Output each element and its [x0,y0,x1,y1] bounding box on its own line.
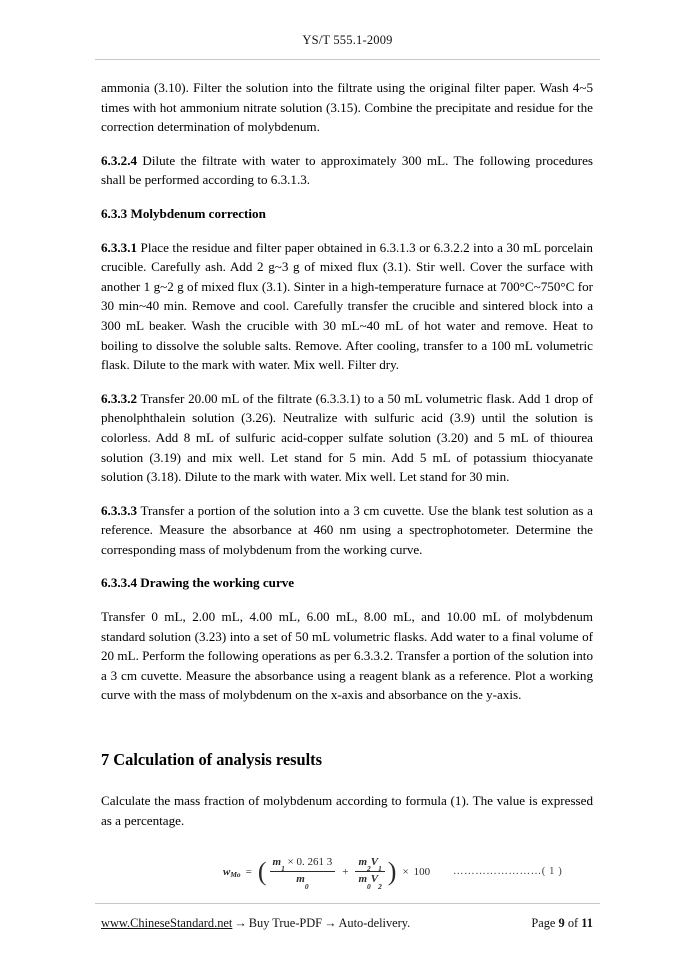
paragraph-text: Dilute the filtrate with water to approximately 300 mL. The following procedures shall be performed according to 6.3.1.3. [101,152,593,188]
fraction-2-denominator [355,872,384,891]
header-divider [95,59,600,60]
arrow-right-icon: → [234,916,247,930]
denominator-subscript-0: 0 [367,881,371,891]
page-number: 9 [558,916,565,930]
heading-spacer [101,771,593,791]
numerator-subscript-2: 2 [367,864,371,874]
denominator-variable-v2: V [370,873,379,886]
section-spacer [101,719,593,749]
paragraph-working-curve [101,607,593,705]
footer-delivery-text: Auto-delivery. [338,916,411,930]
equation-number: ……………………( 1 ) [453,866,563,878]
denominator-variable-m0: m [358,873,368,886]
numerator-constant: 0. 261 3 [296,856,333,869]
page-header [95,33,600,48]
standard-code: YS/T 555.1-2009 [302,33,393,47]
footer-promo [101,915,410,931]
clause-number: 6.3.3.2 [101,390,138,406]
paragraph-text: Transfer 0 mL, 2.00 mL, 4.00 mL, 6.00 mL, 8.00 mL, and 10.00 mL of molybdenum standard solution (3.23) into a set of 50 mL volumetric flasks. Add water to a final volume of 20 mL. Perform the following operations as per 6.3.3.2. Transfer a portion of the solution into a 3 cm cuvette. Measure the absorbance using a reagent blank as a reference. Plot a working curve with the mass of molybdenum on the x-axis and absorbance on the y-axis. [101,609,593,703]
footer-site-link[interactable]: www.ChineseStandard.net [101,916,233,930]
page-indicator [531,915,593,931]
formula-times-outer: × [402,865,409,878]
paragraph-text: Transfer 20.00 mL of the filtrate (6.3.3.1) to a 50 mL volumetric flask. Add 1 drop of phenolphthalein solution (3.26). Neutralize with sulfuric acid (3.9) until the solution is colorless. Add 8 mL of sulfuric acid-copper sulfate solution (3.20) and 5 mL of thiourea solution (3.19) and mix well. Let stand for 5 min. Add 5 mL of potassium thiocyanate solution (3.18). Dilute to the mark with water. Mix well. Let stand for 30 min. [101,390,593,485]
clause-number: 6.3.3.3 [101,502,138,518]
of-word: of [567,916,579,930]
total-pages: 11 [581,916,593,930]
denominator-subscript-v2: 2 [378,881,382,891]
paragraph-continued [101,78,593,137]
denominator-subscript-0: 0 [304,881,309,891]
clause-number: 6.3.3.1 [101,239,138,255]
heading-6-3-3: 6.3.3 Molybdenum correction [101,205,266,221]
arrow-right-icon-2: → [324,916,337,930]
formula-fraction-1 [270,856,336,891]
paragraph-6-3-3-2 [101,389,593,487]
formula-equals: = [245,865,252,878]
fraction-2-numerator [355,856,384,874]
numerator-variable-m2: m [358,856,368,869]
fraction-1-denominator [293,872,311,891]
page-footer [101,915,593,931]
footer-buy-text: Buy True-PDF [248,916,323,930]
formula-plus: + [342,865,349,878]
numerator-variable-m1: m [272,856,282,869]
paragraph-text: Place the residue and filter paper obtained in 6.3.1.3 or 6.3.2.2 into a 30 mL porcelain crucible. Carefully ash. Add 2 g~3 g of mixed flux (3.1). Stir well. Cover the surface with another 1 g~2 g of mixed flux (3.1). Sinter in a high-temperature furnace at 700°C~750°C for 30 min~40 min. Remove and cool. Carefully transfer the crucible and sintered block into a 300 mL beaker. Wash the crucible with 30 mL~40 mL of hot water and remove. Heat to boiling to dissolve the soluble salts. Remove. After cooling, transfer to a 100 mL volumetric flask. Dilute to the mark with water. Mix well. Filter dry. [101,239,593,373]
paragraph-6-3-2-4 [101,151,593,190]
formula-lhs-variable: w [223,865,231,878]
heading-section-7: 7 Calculation of analysis results [101,750,322,770]
paragraph-6-3-3-1 [101,238,593,375]
formula-1: w Mo = ( $\frac{m_1 \times 0. 261 3}{m_0}$ + $\frac{m_2V_1}{m_0V_2}$ ) × 100 [223,856,431,891]
formula-lhs-subscript: Mo [230,870,241,880]
paragraph-text: Calculate the mass fraction of molybdenum according to formula (1). The value is expressed as a percentage. [101,793,593,828]
paragraph-6-3-3-3 [101,501,593,560]
formula-row [101,854,593,896]
numerator-subscript-1: 1 [281,864,285,874]
clause-number: 6.3.2.4 [101,152,138,168]
page-word: Page [531,916,556,930]
numerator-times: × [287,856,294,869]
footer-divider [95,903,600,904]
paragraph-text: Transfer a portion of the solution into a 3 cm cuvette. Use the blank test solution as a reference. Measure the absorbance at 460 nm using a spectrophotometer. Determine the corresponding mass of molybdenum from the working curve. [101,502,593,557]
fraction-1-numerator [270,856,336,874]
denominator-variable-m0: m [296,873,305,886]
formula-hundred: 100 [413,865,431,878]
heading-6-3-3-4: 6.3.3.4 Drawing the working curve [101,575,295,591]
numerator-subscript-v1: 1 [378,864,382,874]
paragraph-text: ammonia (3.10). Filter the solution into the filtrate using the original filter paper. Wash 4~5 times with hot ammonium nitrate solution (3.15). Combine the precipitate and residue for the correction determination of molybdenum. [101,80,593,135]
paragraph-section-7 [101,791,593,830]
formula-fraction-2 [355,856,384,891]
numerator-variable-v1: V [370,856,379,869]
document-content [101,78,593,896]
